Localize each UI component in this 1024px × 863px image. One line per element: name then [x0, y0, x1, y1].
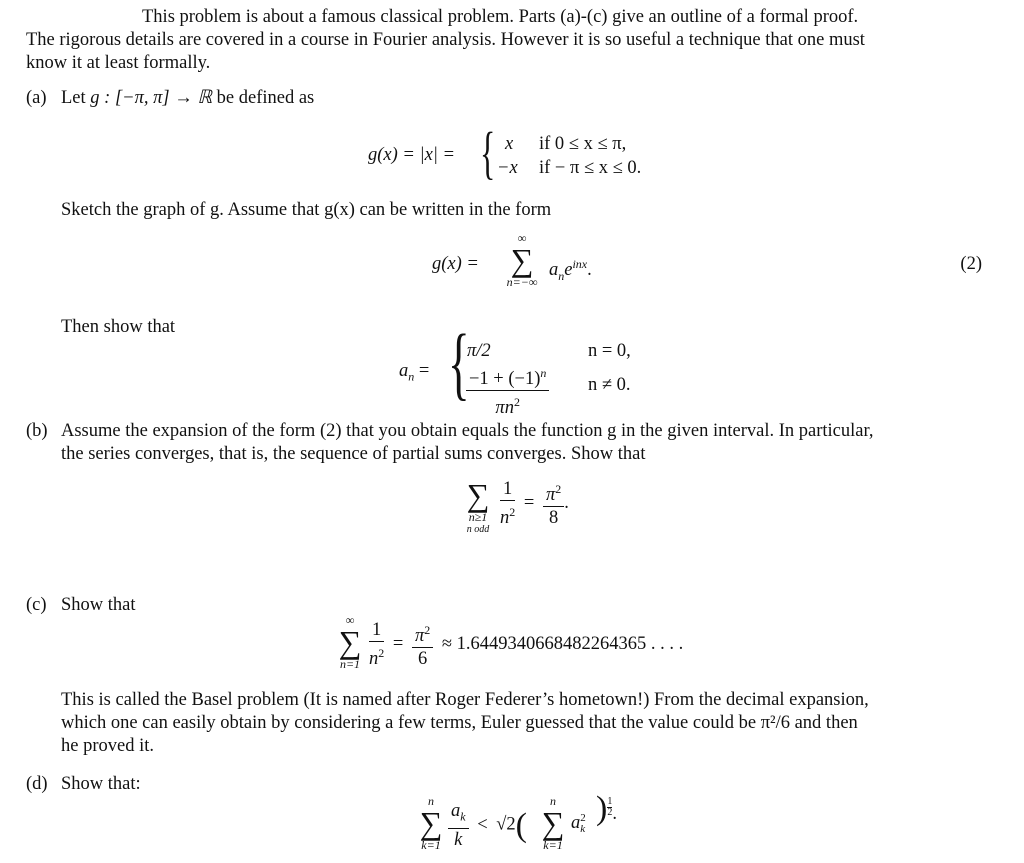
eq2-number: (2)	[960, 254, 982, 274]
eq1-lhs	[368, 144, 455, 167]
eq1-case1-expr: x	[505, 134, 514, 154]
eq-d-exp-num: 1	[607, 796, 613, 807]
eq-d-term	[571, 812, 586, 835]
eq3-case2-num-text: −1 + (−1)	[469, 369, 541, 390]
eq1-case1-cond: if 0 ≤ x ≤ π,	[539, 134, 627, 154]
eq3-case1-cond: n = 0,	[588, 341, 631, 361]
eq-c-equals: =	[392, 633, 404, 654]
eq3-case2-den-sup: 2	[513, 395, 520, 410]
eq3-lhs-a: a	[399, 361, 409, 381]
basel-line-3: he proved it.	[61, 736, 154, 756]
eq-b-sum-bottom-2: n odd	[466, 524, 490, 535]
part-b-line-1: Assume the expansion of the form (2) that you obtain equals the function g in the given interval. In particular,	[61, 421, 874, 441]
sigma-symbol: ∑	[419, 805, 443, 841]
eq3-brace: {	[448, 317, 470, 408]
eq-c-frac-den-text: n	[369, 649, 379, 670]
sigma-symbol: ∑	[541, 805, 565, 841]
eq-c-sum	[333, 613, 367, 671]
eq3-case1-expr: π/2	[467, 341, 491, 361]
eq-d-open-paren: (	[515, 806, 527, 844]
eq1-case2-expr: −x	[497, 158, 518, 178]
sigma-symbol: ∑	[510, 242, 534, 278]
eq-d-close	[596, 790, 617, 827]
eq1-lhs-text: g(x) = |x| =	[368, 145, 456, 165]
eq-b-sum	[458, 474, 498, 535]
eq-d-frac-den: k	[454, 829, 463, 850]
eq-c-frac	[369, 619, 683, 670]
part-c-show-text: Show that	[61, 595, 136, 615]
eq3-case2-num-sup: n	[540, 366, 547, 380]
eq2-sum-top: ∞	[517, 231, 527, 245]
eq-c-rhs-den: 6	[417, 649, 428, 670]
eq1-brace: {	[480, 120, 496, 185]
eq-d-sum-1	[416, 794, 446, 852]
eq2-lhs	[432, 253, 479, 276]
eq-b-frac-num: 1	[500, 478, 515, 501]
eq-b-rhs-den: 8	[548, 508, 559, 529]
eq-b-rhs-num-text: π	[545, 485, 556, 506]
eq2-exp: inx	[572, 257, 588, 271]
eq-c-rhs-num-text: π	[414, 626, 425, 647]
eq-d-sum1-top: n	[428, 794, 434, 808]
intro-line-2: The rigorous details are covered in a course in Fourier analysis. However it is so useful a technique that one must	[26, 30, 865, 50]
intro-line-1: This problem is about a famous classical problem. Parts (a)-(c) give an outline of a formal proof.	[142, 7, 859, 27]
eq2-sum	[496, 231, 548, 289]
eq-d-sum1-bottom: k=1	[421, 838, 441, 852]
eq-b-frac-den-text: n	[500, 508, 510, 529]
eq3-lhs	[399, 360, 429, 389]
eq-d-exp-den: 2	[607, 807, 613, 818]
eq-d-end: .	[612, 804, 617, 824]
eq-d-term-sup: 2	[580, 811, 586, 824]
eq2-term-sub: n	[558, 268, 565, 283]
eq2-exp-base: e	[564, 260, 573, 281]
eq-c-rhs-num	[412, 619, 433, 648]
eq3-equals: =	[418, 361, 430, 381]
eq-d-frac-num	[448, 800, 469, 829]
eq-c-sum-bottom: n=1	[339, 657, 361, 671]
eq3-case2-denominator	[466, 391, 549, 419]
eq3-case2-den-text: πn	[495, 398, 514, 419]
eq-b-end: .	[564, 492, 569, 513]
eq3-case2-frac	[466, 362, 549, 419]
eq2-sum-bottom: n=−∞	[506, 275, 538, 289]
part-c-label: (c)	[26, 595, 47, 615]
sigma-symbol: ∑	[466, 477, 490, 513]
eq-b-frac-den	[500, 501, 515, 529]
eq-c-rhs-num-sup: 2	[424, 623, 431, 637]
eq-d-sum2-bottom: k=1	[543, 838, 563, 852]
eq-c-frac-den	[369, 642, 384, 670]
eq-b-equals: =	[523, 492, 535, 513]
eq-d-term-a: a	[571, 813, 581, 833]
part-d-show-text: Show that:	[61, 774, 141, 794]
part-a-function-signature: g : [−π, π] → ℝ	[90, 88, 213, 108]
eq-c-sum-top: ∞	[345, 613, 355, 627]
eq3-case2-numerator	[466, 362, 549, 391]
eq2-lhs-text: g(x) =	[432, 254, 479, 274]
eq3-lhs-sub: n	[408, 369, 415, 384]
eq-b-rhs-num-sup: 2	[555, 482, 562, 496]
eq2-term-a: a	[549, 260, 559, 281]
intro-line-3: know it at least formally.	[26, 53, 211, 73]
eq-c-approx: ≈ 1.6449340668482264365 . . . .	[441, 633, 684, 654]
eq-b-rhs-num	[543, 478, 564, 507]
part-a-text-suffix: be defined as	[212, 88, 315, 108]
part-a-text-prefix: Let	[61, 88, 91, 108]
eq2-term	[549, 253, 592, 288]
eq1-case2-cond: if − π ≤ x ≤ 0.	[539, 158, 642, 178]
eq-d-less-than: <	[477, 814, 488, 835]
eq-d-sum-2	[538, 794, 568, 852]
part-b-line-2: the series converges, that is, the sequence of partial sums converges. Show that	[61, 444, 646, 464]
eq-d-frac-num-sub: k	[460, 809, 466, 824]
eq-c-frac-num: 1	[369, 619, 384, 642]
part-a-sketch-text: Sketch the graph of g. Assume that g(x) can be written in the form	[61, 200, 552, 220]
part-b-label: (b)	[26, 421, 48, 441]
eq-d-sqrt: √2	[496, 814, 516, 835]
eq-d-term-sub: k	[580, 822, 586, 835]
sigma-symbol: ∑	[338, 624, 362, 660]
eq-d-sum2-top: n	[550, 794, 556, 808]
part-a-label: (a)	[26, 88, 47, 108]
eq2-end: .	[587, 260, 592, 281]
part-d-label: (d)	[26, 774, 48, 794]
eq3-case2-cond: n ≠ 0.	[588, 375, 631, 395]
basel-line-1: This is called the Basel problem (It is named after Roger Federer’s hometown!) From the decimal expansion,	[61, 690, 869, 710]
part-a-intro	[61, 87, 982, 110]
eq-c-frac-den-sup: 2	[378, 646, 385, 660]
part-a-then-text: Then show that	[61, 317, 176, 337]
basel-line-2: which one can easily obtain by considering a few terms, Euler guessed that the value could be π²/6 and then	[61, 713, 858, 733]
eq-d-frac	[448, 800, 527, 851]
eq-d-close-paren: )	[596, 790, 608, 827]
eq-b-frac	[500, 478, 569, 529]
eq-b-sum-bottom-1: n≥1	[468, 510, 488, 524]
eq-b-frac-den-sup: 2	[509, 505, 516, 519]
eq-d-frac-num-text: a	[451, 801, 461, 821]
